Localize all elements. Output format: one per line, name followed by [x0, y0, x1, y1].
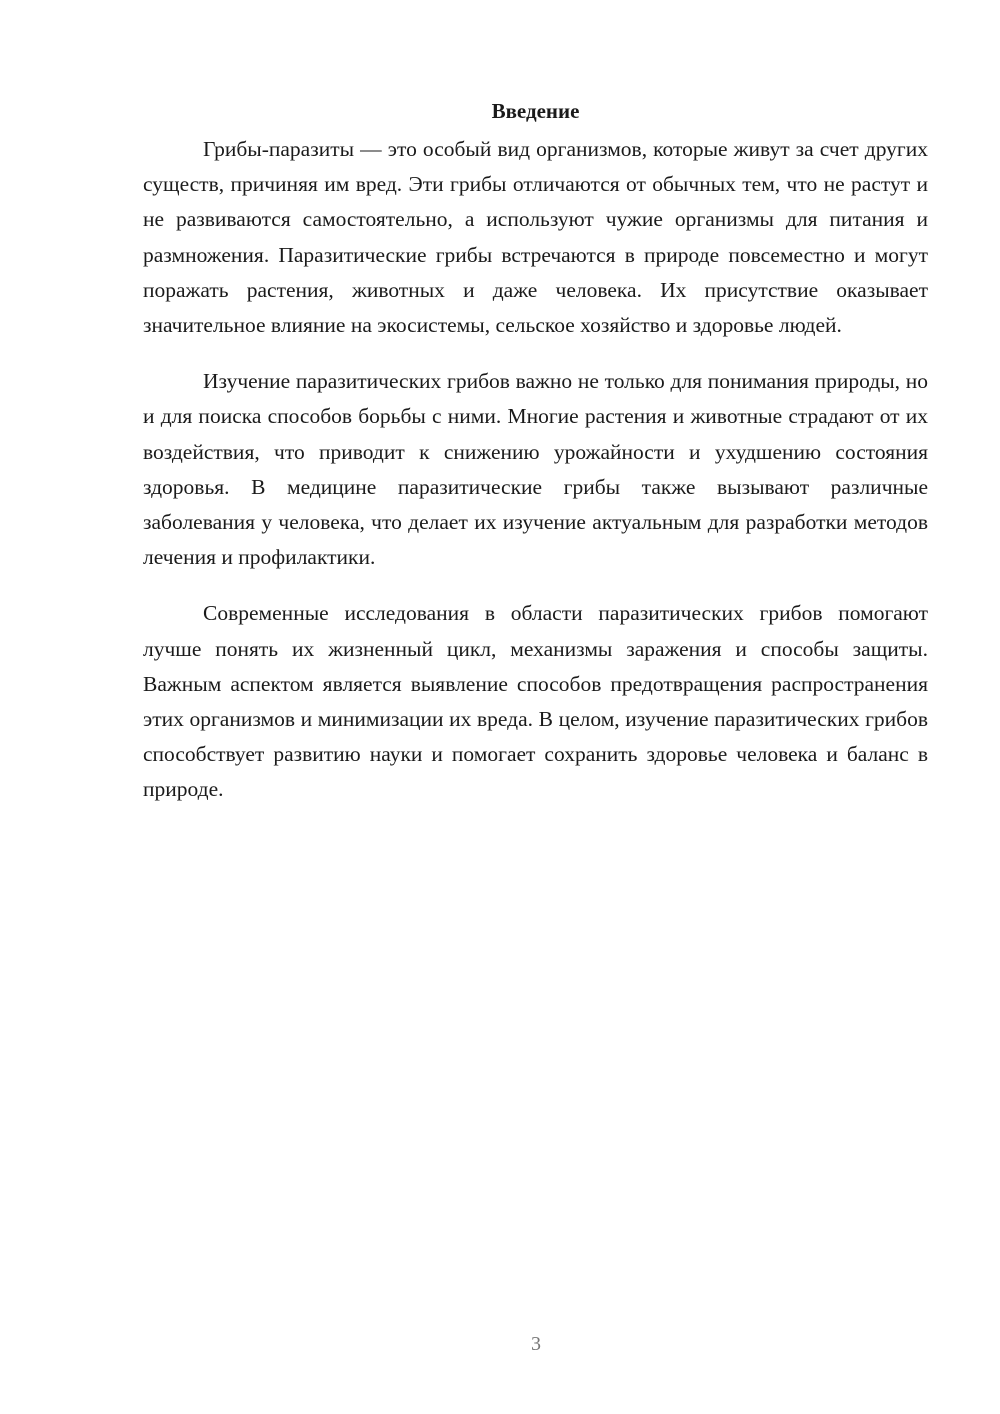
- paragraph-1: Грибы-паразиты — это особый вид организмов, которые живут за счет других существ, причиняя им вред. Эти грибы отличаются от обычных тем, что не растут и не развиваются самостоятельно, а используют чужие организмы для питания и размножения. Паразитические грибы встречаются в природе повсеместно и могут поражать растения, животных и даже человека. Их присутствие оказывает значительное влияние на экосистемы, сельское хозяйство и здоровье людей.: [143, 137, 928, 338]
- page-content: [143, 96, 928, 829]
- paragraph-3: Современные исследования в области паразитических грибов помогают лучше понять их жизненный цикл, механизмы заражения и способы защиты. Важным аспектом является выявление способов предотвращения распространения этих организмов и минимизации их вреда. В целом, изучение паразитических грибов способствует развитию науки и помогает сохранить здоровье человека и баланс в природе.: [143, 601, 928, 802]
- paragraph-2: Изучение паразитических грибов важно не только для понимания природы, но и для поиска способов борьбы с ними. Многие растения и животные страдают от их воздействия, что приводит к снижению урожайности и ухудшению состояния здоровья. В медицине паразитические грибы также вызывают различные заболевания у человека, что делает их изучение актуальным для разработки методов лечения и профилактики.: [143, 369, 928, 570]
- section-heading: Введение: [491, 99, 580, 123]
- page-number: 3: [531, 1333, 541, 1355]
